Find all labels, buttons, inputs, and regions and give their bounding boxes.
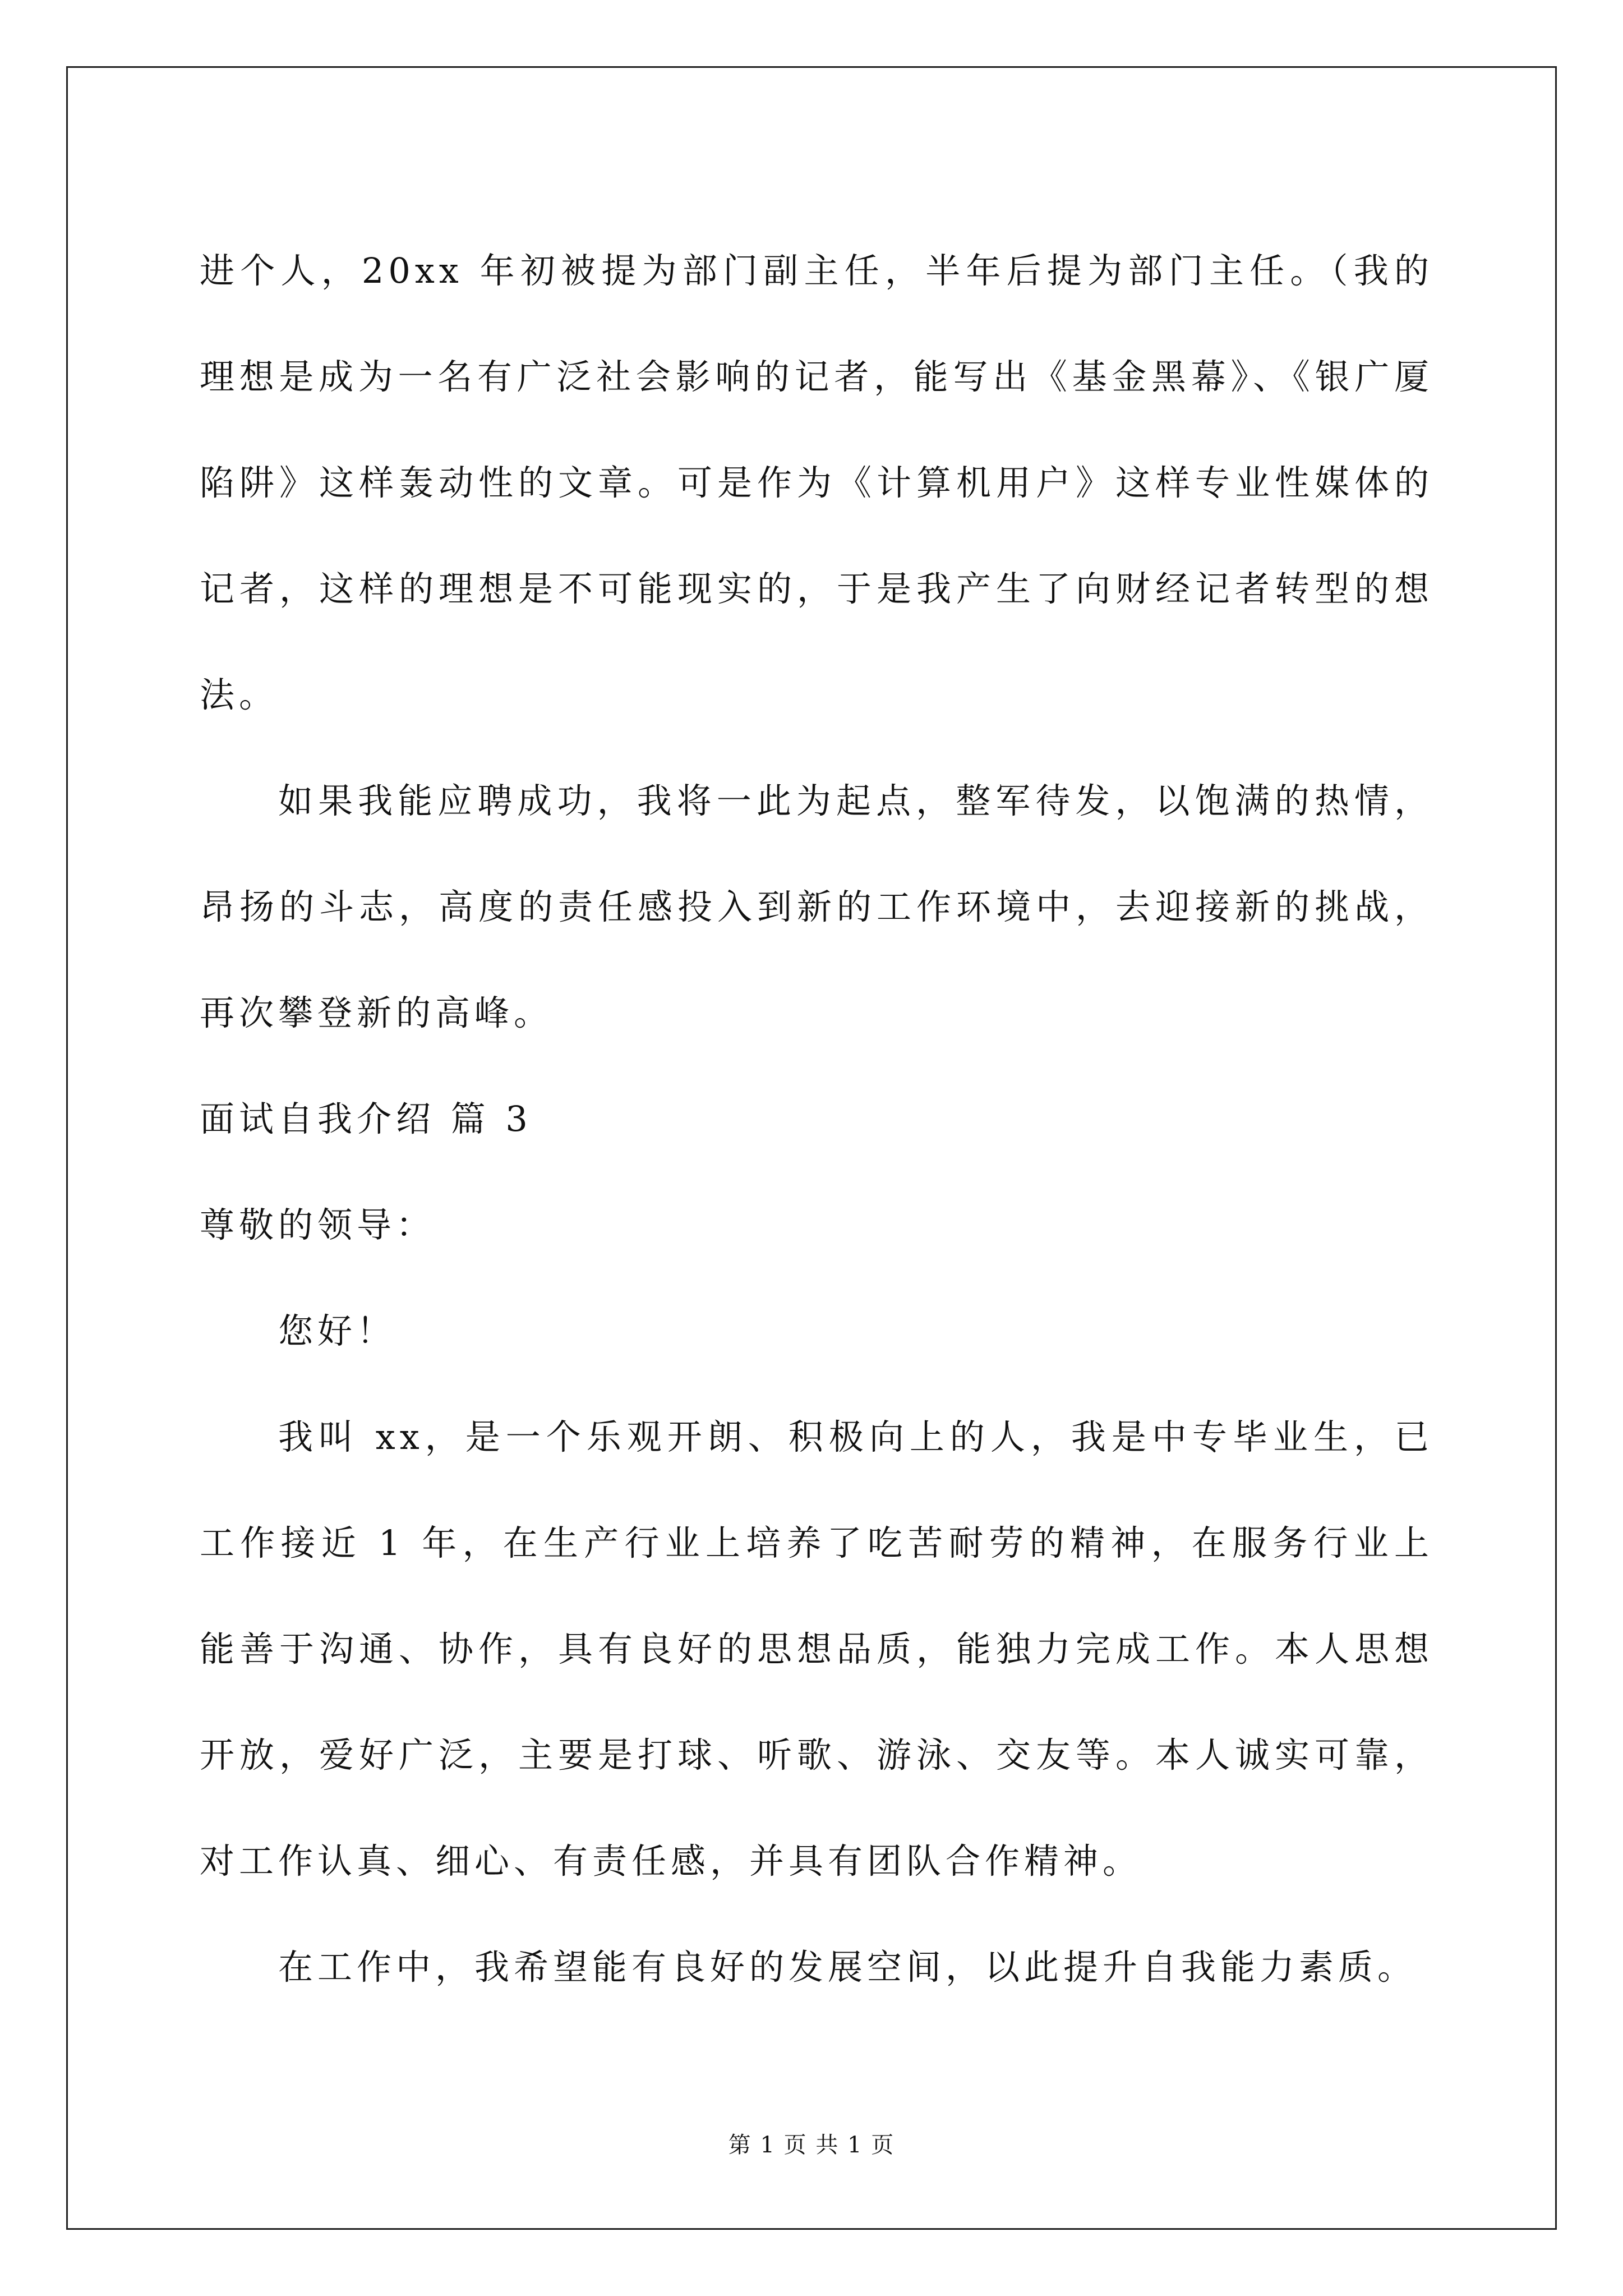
greeting: 您好！	[278, 1310, 396, 1351]
paragraph-self-introduction: 我叫 xx，是一个乐观开朗、积极向上的人，我是中专毕业生，已工作接近 1 年，在生产行业上培养了吃苦耐劳的精神，在服务行业上能善于沟通、协作，具有良好的思想品质，能独力完成工作。本人思想开放，爱好广泛，主要是打球、听歌、游泳、交友等。本人诚实可靠，对工作认真、细心、有责任感，并具有团队合作精神。	[200, 1416, 1433, 1881]
page-number-footer: 第 1 页 共 1 页	[728, 2132, 895, 2158]
paragraph-application-goal: 如果我能应聘成功，我将一此为起点，整军待发，以饱满的热情，昂扬的斗志，高度的责任感投入到新的工作环境中，去迎接新的挑战，再次攀登新的高峰。	[200, 780, 1433, 1033]
paragraph-continuation: 进个人，20xx 年初被提为部门副主任，半年后提为部门主任。（我的理想是成为一名有广泛社会影响的记者，能写出《基金黑幕》、《银广厦陷阱》这样轰动性的文章。可是作为《计算机用户》这样专业性媒体的记者，这样的理想是不可能现实的，于是我产生了向财经记者转型的想法。	[200, 250, 1433, 715]
document-body	[200, 218, 1433, 2020]
section-heading: 面试自我介绍 篇 3	[200, 1098, 532, 1139]
paragraph-work-expectation: 在工作中，我希望能有良好的发展空间，以此提升自我能力素质。	[278, 1947, 1417, 1987]
salutation: 尊敬的领导：	[200, 1204, 436, 1245]
